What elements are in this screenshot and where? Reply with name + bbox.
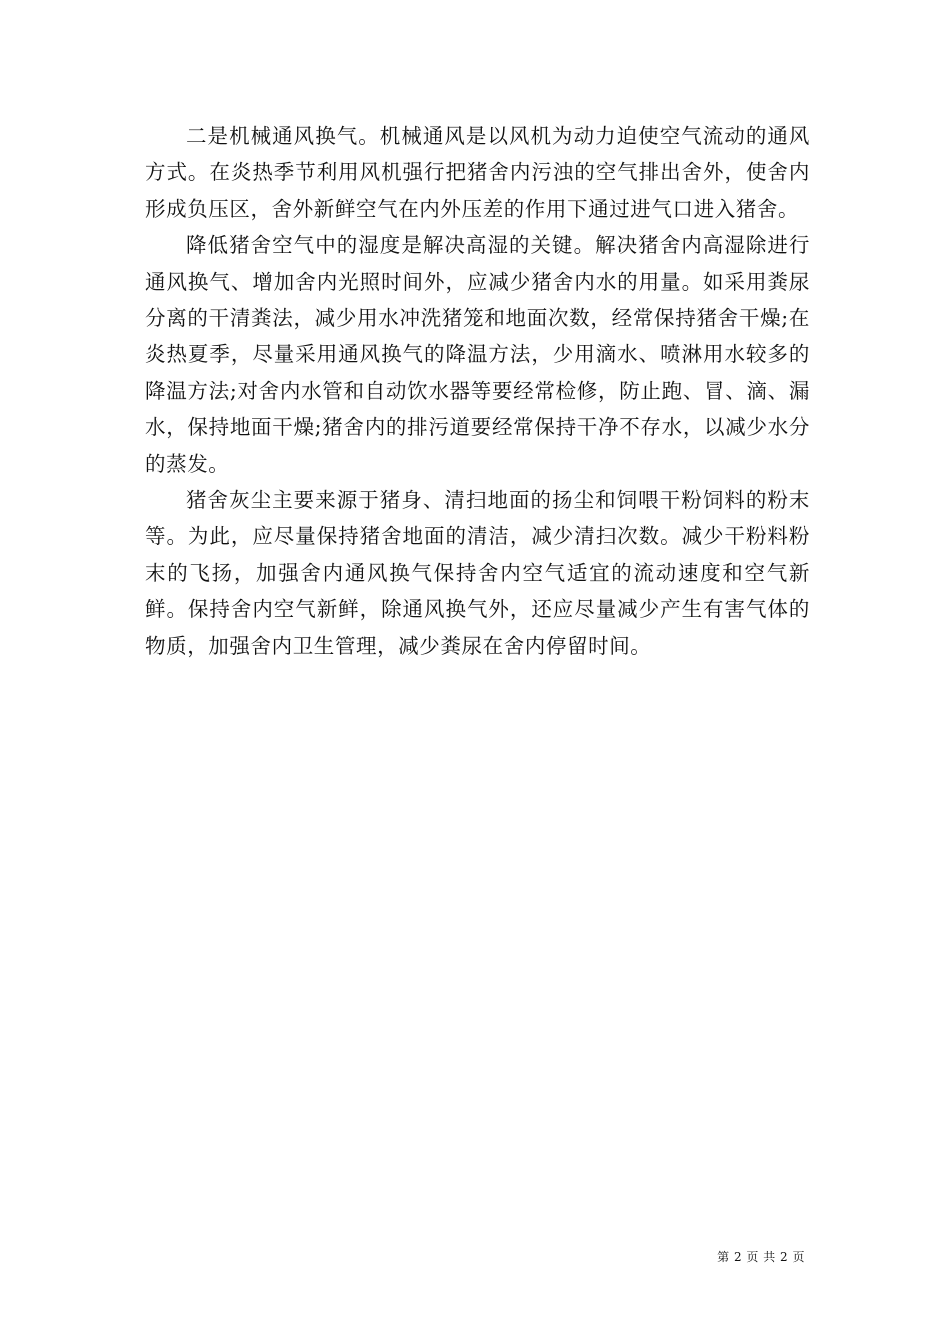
page-number-footer: 第 2 页 共 2 页	[717, 1250, 805, 1264]
paragraph-mechanical-ventilation: 二是机械通风换气。机械通风是以风机为动力迫使空气流动的通风方式。在炎热季节利用风机强行把猪舍内污浊的空气排出舍外，使舍内形成负压区，舍外新鲜空气在内外压差的作用下通过进气口进入猪舍。	[145, 124, 810, 221]
body-text	[145, 118, 810, 664]
paragraph-humidity-control: 降低猪舍空气中的湿度是解决高湿的关键。解决猪舍内高湿除进行通风换气、增加舍内光照时间外，应减少猪舍内水的用量。如采用粪尿分离的干清粪法，减少用水冲洗猪笼和地面次数，经常保持猪舍干燥;在炎热夏季，尽量采用通风换气的降温方法，少用滴水、喷淋用水较多的降温方法;对舍内水管和自动饮水器等要经常检修，防止跑、冒、滴、漏水，保持地面干燥;猪舍内的排污道要经常保持干净不存水，以减少水分的蒸发。	[145, 233, 810, 476]
paragraph-dust-control: 猪舍灰尘主要来源于猪身、清扫地面的扬尘和饲喂干粉饲料的粉末等。为此，应尽量保持猪舍地面的清洁，减少清扫次数。减少干粉料粉末的飞扬，加强舍内通风换气保持舍内空气适宜的流动速度和空气新鲜。保持舍内空气新鲜，除通风换气外，还应尽量减少产生有害气体的物质，加强舍内卫生管理，减少粪尿在舍内停留时间。	[145, 488, 810, 658]
